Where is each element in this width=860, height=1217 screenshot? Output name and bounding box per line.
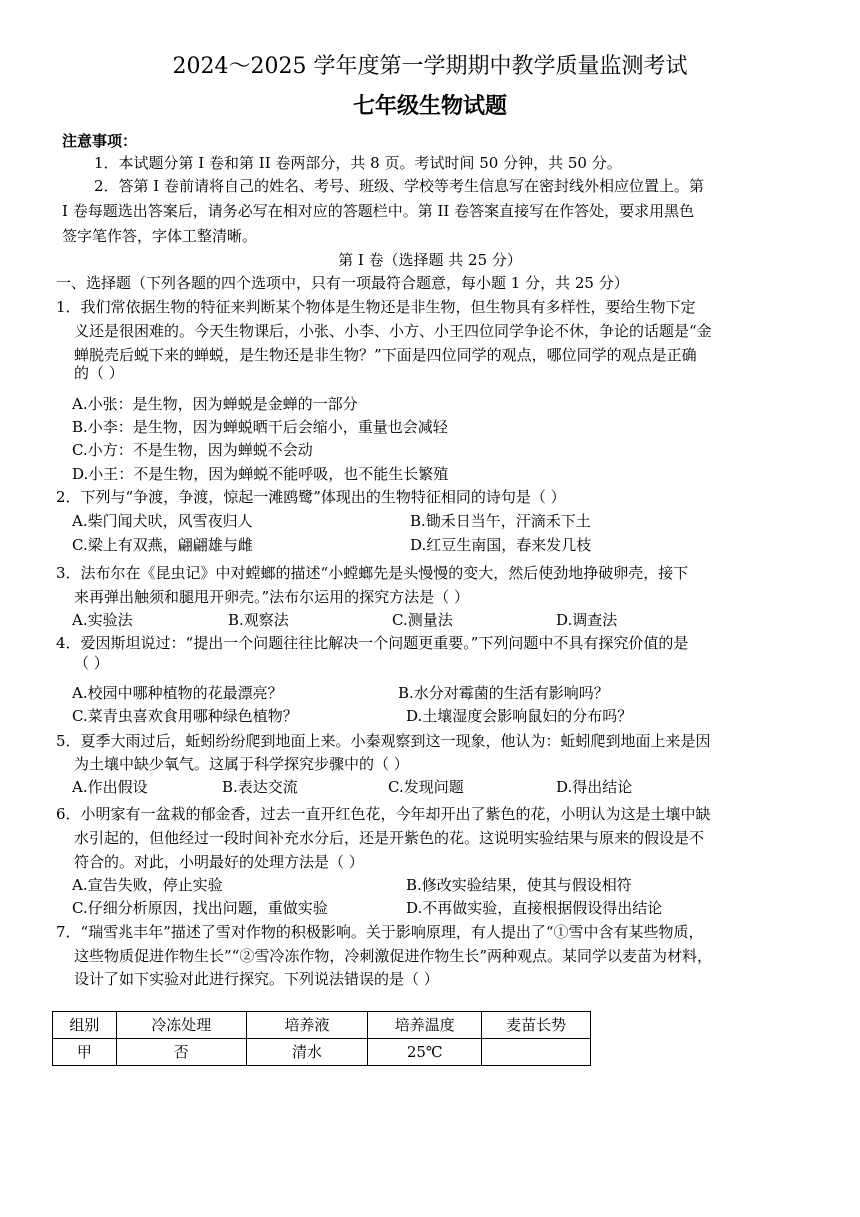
- q6-option-a: A.宣告失败，停止实验: [72, 876, 223, 894]
- notice-item-2-line-1: 2．答第 I 卷前请将自己的姓名、考号、班级、学校等考生信息写在密封线外相应位置上。第: [94, 177, 705, 195]
- q7-line-1: 7．“瑞雪兆丰年”描述了雪对作物的积极影响。关于影响原理，有人提出了“①雪中含有某些物质，: [56, 923, 704, 941]
- q2-option-a: A.柴门闻犬吠，风雪夜归人: [72, 512, 253, 530]
- table-header-cell: 冷冻处理: [116, 1012, 246, 1039]
- q2-option-d: D.红豆生南国，春来发几枝: [410, 536, 592, 554]
- section-instruction: 一、选择题（下列各题的四个选项中，只有一项最符合题意，每小题 1 分，共 25 分）: [56, 274, 629, 292]
- table-header-cell: 麦苗长势: [482, 1012, 591, 1039]
- q5-option-b: B.表达交流: [222, 778, 298, 796]
- q1-line-2: 义还是很困难的。今天生物课后，小张、小李、小方、小王四位同学争论不休，争论的话题是“金: [74, 322, 712, 340]
- experiment-table: [52, 1011, 591, 1066]
- q3-option-a: A.实验法: [72, 611, 133, 629]
- table-cell: 25℃: [368, 1039, 482, 1066]
- q3-option-b: B.观察法: [228, 611, 289, 629]
- q4-line-2: （ ）: [74, 654, 109, 672]
- q4-option-b: B.水分对霉菌的生活有影响吗？: [398, 684, 609, 702]
- table-cell: 甲: [53, 1039, 117, 1066]
- table-cell: 否: [116, 1039, 246, 1066]
- notice-item-1: 1．本试题分第 I 卷和第 II 卷两部分，共 8 页。考试时间 50 分钟，共 50 分。: [94, 154, 622, 172]
- q3-line-2: 来再弹出触须和腿甩开卵壳。”法布尔运用的探究方法是（ ）: [74, 588, 469, 606]
- table-row: [53, 1039, 591, 1066]
- q3-option-d: D.调查法: [556, 611, 618, 629]
- q7-line-2: 这些物质促进作物生长”“②雪冷冻作物，冷刺激促进作物生长”两种观点。某同学以麦苗为材料，: [74, 947, 713, 965]
- q6-line-2: 水引起的，但他经过一段时间补充水分后，还是开紫色的花。这说明实验结果与原来的假设是不: [74, 829, 705, 847]
- q5-line-2: 为土壤中缺少氧气。这属于科学探究步骤中的（ ）: [74, 755, 409, 773]
- q6-option-b: B.修改实验结果，使其与假设相符: [406, 876, 632, 894]
- exam-subtitle: 七年级生物试题: [352, 93, 507, 119]
- q4-line-1: 4．爱因斯坦说过：“提出一个问题往往比解决一个问题更重要。”下列问题中不具有探究价值的是: [56, 634, 689, 652]
- q1-line-3: 蝉脱壳后蜕下来的蝉蜕，是生物还是非生物？”下面是四位同学的观点，哪位同学的观点是正确: [74, 346, 697, 364]
- notice-item-2-line-3: 签字笔作答，字体工整清晰。: [62, 227, 258, 245]
- q1-line-1: 1．我们常依据生物的特征来判断某个物体是生物还是非生物，但生物具有多样性，要给生物下定: [56, 298, 696, 316]
- q3-option-c: C.测量法: [392, 611, 453, 629]
- q4-option-a: A.校园中哪种植物的花最漂亮？: [72, 684, 283, 702]
- table-header-row: [53, 1012, 591, 1039]
- q4-option-c: C.菜青虫喜欢食用哪种绿色植物？: [72, 707, 298, 725]
- q2-option-c: C.梁上有双燕，翩翩雄与雌: [72, 536, 253, 554]
- q7-line-3: 设计了如下实验对此进行探究。下列说法错误的是（ ）: [74, 970, 439, 988]
- section-title: 第 I 卷（选择题 共 25 分）: [338, 251, 522, 269]
- table-header-cell: 培养温度: [368, 1012, 482, 1039]
- q6-option-c: C.仔细分析原因，找出问题，重做实验: [72, 899, 328, 917]
- q2-option-b: B.锄禾日当午，汗滴禾下土: [410, 512, 591, 530]
- q5-option-d: D.得出结论: [556, 778, 633, 796]
- q4-option-d: D.土壤湿度会影响鼠妇的分布吗？: [406, 707, 633, 725]
- q1-option-d: D.小王：不是生物，因为蝉蜕不能呼吸，也不能生长繁殖: [72, 465, 449, 483]
- q1-option-b: B.小李：是生物，因为蝉蜕晒干后会缩小，重量也会减轻: [72, 418, 448, 436]
- q6-line-1: 6．小明家有一盆栽的郁金香，过去一直开红色花，今年却开出了紫色的花，小明认为这是土壤中缺: [56, 805, 711, 823]
- q1-option-c: C.小方：不是生物，因为蝉蜕不会动: [72, 441, 313, 459]
- q2-line-1: 2．下列与“争渡，争渡，惊起一滩鸥鹭”体现出的生物特征相同的诗句是（ ）: [56, 488, 566, 506]
- notice-heading: 注意事项：: [62, 132, 138, 150]
- q5-option-c: C.发现问题: [388, 778, 464, 796]
- exam-title: 2024～2025 学年度第一学期期中教学质量监测考试: [172, 54, 688, 79]
- table-cell: 清水: [246, 1039, 368, 1066]
- q1-line-4: 的（ ）: [74, 364, 124, 382]
- q5-line-1: 5．夏季大雨过后，蚯蚓纷纷爬到地面上来。小秦观察到这一现象，他认为：蚯蚓爬到地面上来是因: [56, 732, 711, 750]
- notice-item-2-line-2: I 卷每题选出答案后，请务必写在相对应的答题栏中。第 II 卷答案直接写在作答处，要求用黑色: [62, 202, 695, 220]
- table-cell: [482, 1039, 591, 1066]
- q6-option-d: D.不再做实验，直接根据假设得出结论: [406, 899, 663, 917]
- q3-line-1: 3．法布尔在《昆虫记》中对螳螂的描述“小螳螂先是头慢慢的变大，然后使劲地挣破卵壳，接下: [56, 564, 689, 582]
- q6-line-3: 符合的。对此，小明最好的处理方法是（ ）: [74, 853, 364, 871]
- table-header-cell: 培养液: [246, 1012, 368, 1039]
- table-header-cell: 组别: [53, 1012, 117, 1039]
- q5-option-a: A.作出假设: [72, 778, 148, 796]
- q1-option-a: A.小张：是生物，因为蝉蜕是金蝉的一部分: [72, 395, 358, 413]
